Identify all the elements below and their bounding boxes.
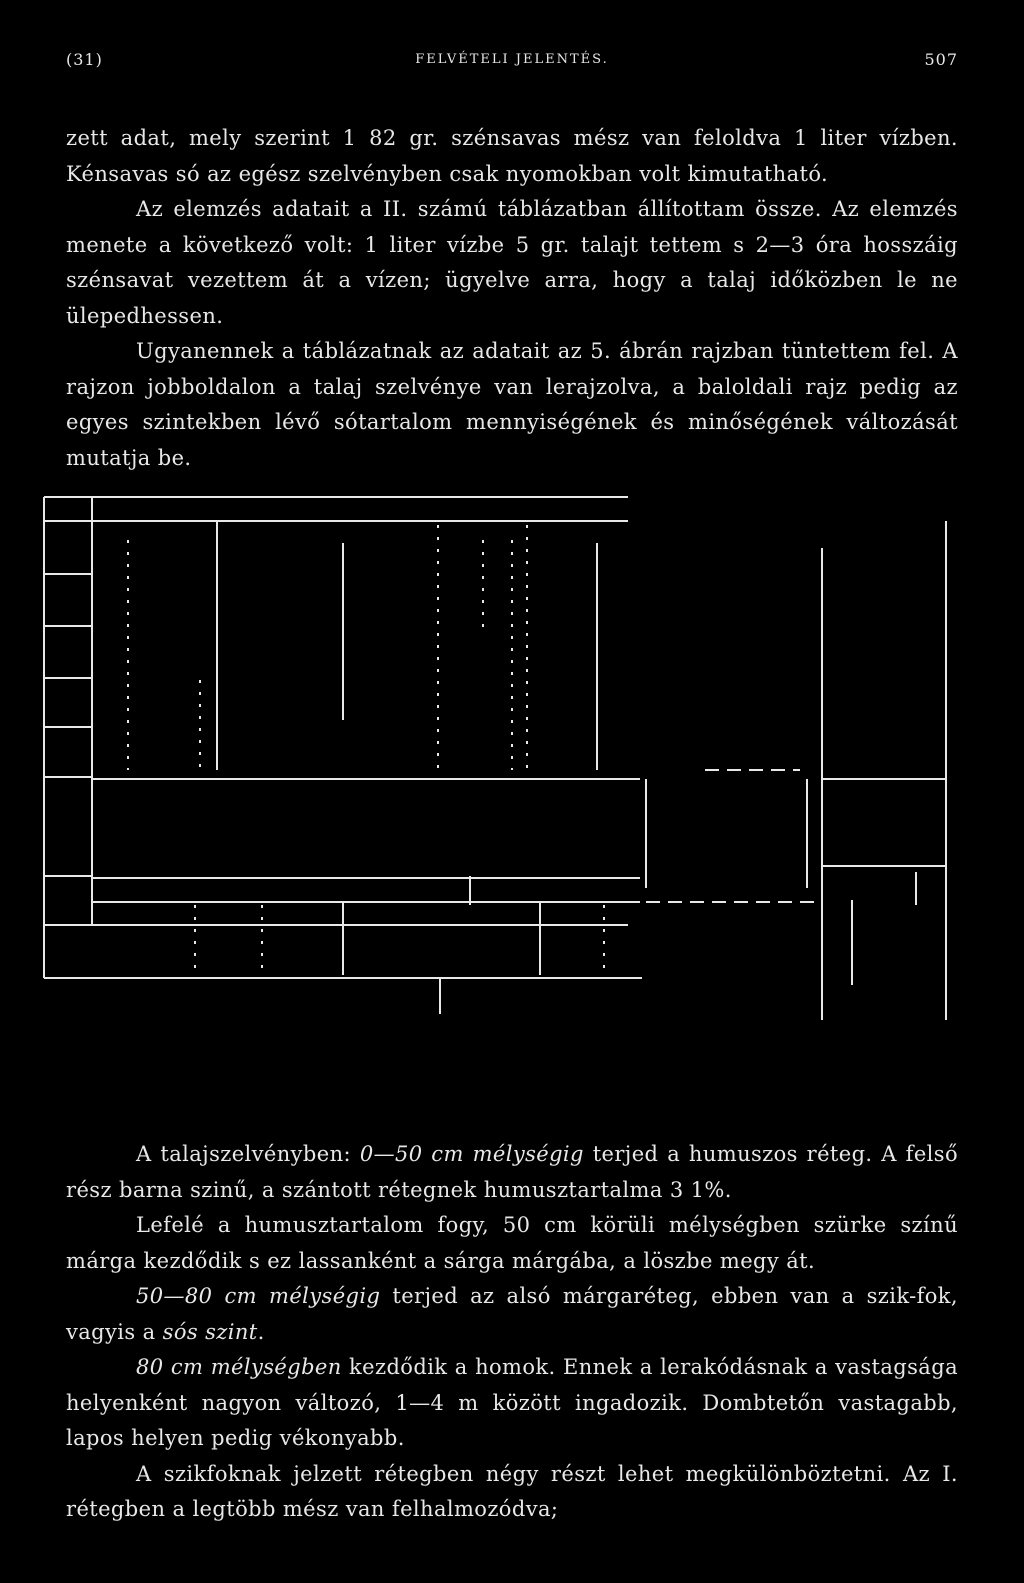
paragraph: zett adat, mely szerint 1 82 gr. szénsavas mész van feloldva 1 liter vízben. Kénsavas só az egész szelvényben csak nyomokban volt kimutatható. — [66, 126, 958, 186]
paragraph: Az elemzés adatait a II. számú táblázatban állítottam össze. Az elemzés menete a következő volt: 1 liter vízbe 5 gr. talajt tettem s 2—3 óra hosszáig szénsavat vezettem át a vízen; ügyelve arra, hogy a talaj időközben le ne ülepedhessen. — [66, 197, 958, 328]
paragraph — [66, 1350, 958, 1457]
italic-run: sós szint — [162, 1319, 258, 1344]
text-run: . — [257, 1319, 265, 1344]
paragraph: A szikfoknak jelzett rétegben négy részt lehet megkülönböztetni. Az I. rétegben a legtöbb mész van felhalmozódva; — [66, 1461, 958, 1521]
page-number: 507 — [924, 50, 958, 69]
text-run: kezdődik a homok. Ennek a lerakódásnak a vastagsága helyenként nagyon változó, 1—4 m között ingadozik. Dombtetőn vastagabb, lapos helyen pedig vékonyabb. — [66, 1355, 958, 1450]
text-run: terjed az alsó márgaréteg, ebben van a szik-fok, vagyis a — [66, 1284, 958, 1344]
italic-run: 80 cm mélységben — [136, 1355, 342, 1379]
paragraph — [66, 1279, 958, 1350]
italic-run: 0—50 cm mélységig — [359, 1142, 584, 1166]
running-title: FELVÉTELI JELENTÉS. — [415, 52, 609, 67]
bottom-text-block — [66, 1137, 958, 1528]
paragraph: Lefelé a humusztartalom fogy, 50 cm körüli mélységben szürke színű márga kezdődik s ez lassanként a sárga márgába, a löszbe megy át. — [66, 1213, 958, 1273]
paragraph — [66, 1137, 958, 1208]
text-run: A talajszelvényben: — [136, 1142, 360, 1166]
italic-run: 50—80 cm mélységig — [136, 1284, 381, 1308]
paragraph: Ugyanennek a táblázatnak az adatait az 5. ábrán rajzban tüntettem fel. A rajzon jobboldalon a talaj szelvénye van lerajzolva, a baloldali rajz pedig az egyes szintekben lévő sótartalom mennyiségének és minőségének változását mutatja be. — [66, 339, 958, 470]
text-run: terjed a humuszos réteg. A felső rész barna szinű, a szántott rétegnek humusztartalma 3 1%. — [66, 1142, 959, 1202]
page-number-section: (31) — [66, 50, 103, 69]
